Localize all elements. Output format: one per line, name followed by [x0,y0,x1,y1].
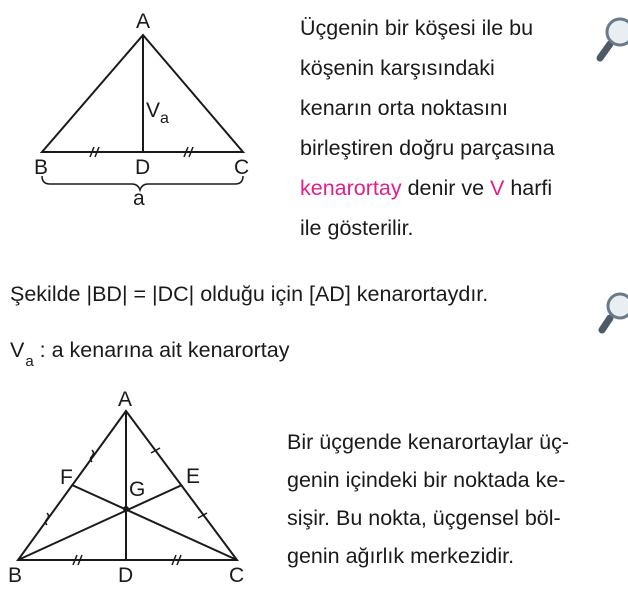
vertex-b-label: B [8,564,23,587]
vertex-c-label: C [229,564,245,587]
centroid-line: genin içindeki bir noktada ke- [287,468,566,492]
definition-line: Üçgenin bir köşesi ile bu [300,16,534,40]
base-length-label: a [133,187,145,210]
notation-text: : a kenarına ait kenarortay [33,338,290,362]
notation-symbol: V [10,338,25,362]
definition-paragraph [300,8,555,248]
vertex-b-label: B [34,156,49,179]
median-cf [72,485,237,560]
vertex-d-label: D [118,564,134,587]
vertex-c-label: C [234,156,250,179]
centroid-paragraph [287,423,569,575]
centroid-line: sişir. Bu nokta, üçgensel böl- [287,506,561,530]
median-be [18,485,182,560]
median-label: $V_a$ [146,99,169,127]
vertex-d-label: D [135,156,151,179]
definition-line: ile gösterilir. [300,216,414,240]
notation-subscript: a [25,353,34,370]
triangle-abc [18,411,237,560]
vertex-f-label: F [60,466,73,489]
definition-line: köşenin karşısındaki [300,56,495,80]
symbol-v: V [490,176,505,200]
definition-line: kenarın orta noktasını [300,96,508,120]
magnifier-icon [598,290,628,338]
definition-line: kenarortay denir ve V harfi [300,176,553,200]
magnifier-icon [596,14,628,66]
centroid-triangle-figure [0,385,260,598]
vertex-a-label: A [136,10,151,33]
definition-line: birleştiren doğru parçasına [300,136,555,160]
centroid-g-label: G [129,478,146,501]
vertex-e-label: E [186,465,201,488]
term-kenarortay: kenarortay [300,176,402,200]
centroid-line: Bir üçgende kenarortaylar üç- [287,430,570,454]
centroid-line: genin ağırlık merkezidir. [287,544,515,568]
median-statement: Şekilde |BD| = |DC| olduğu için [AD] kenarortaydır. [10,282,489,306]
centroid-point [123,506,129,512]
median-triangle-figure [0,0,290,215]
vertex-a-label: A [118,388,133,411]
median-notation [10,338,290,370]
